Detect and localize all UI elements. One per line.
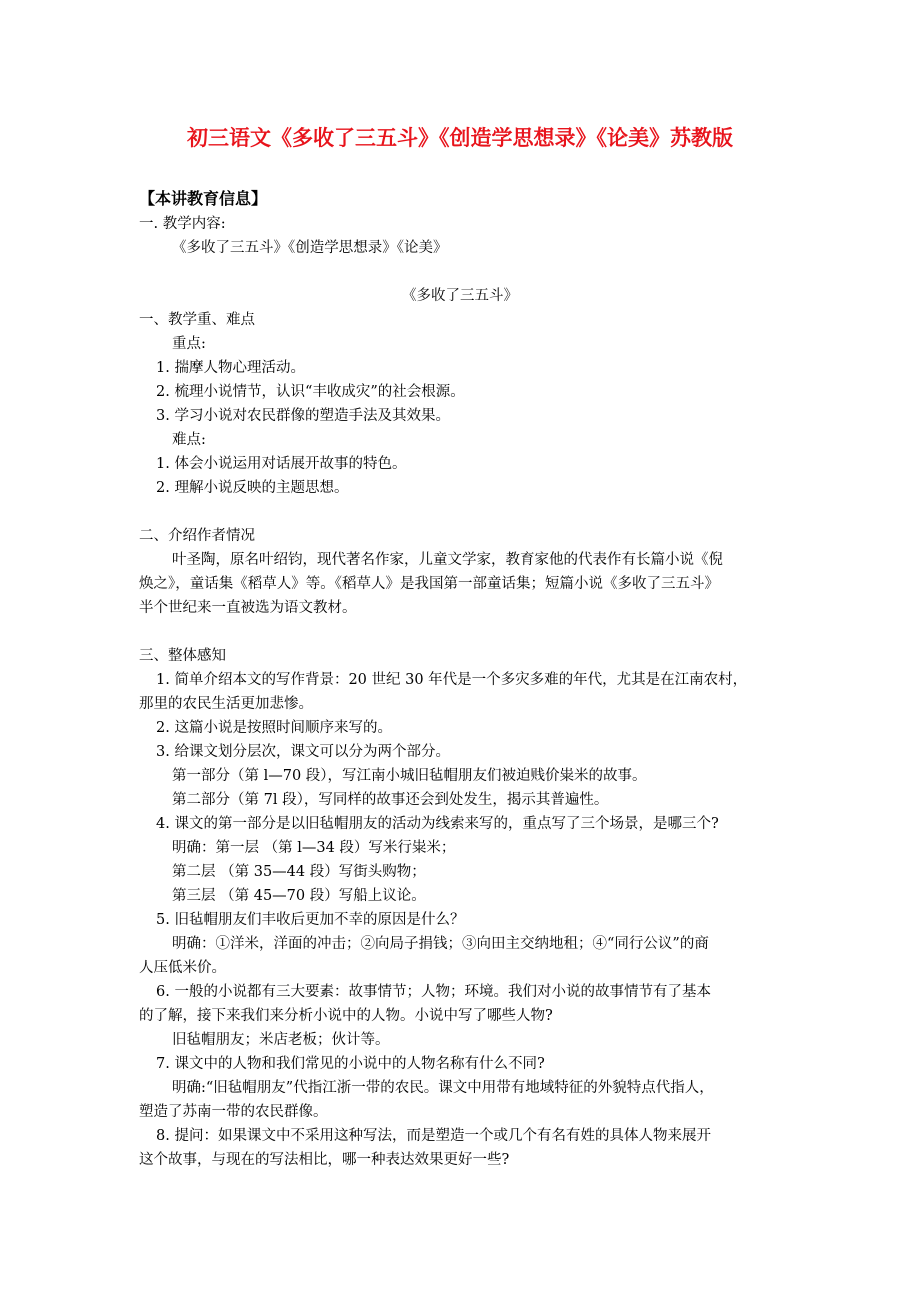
difficult-points-label: 难点: <box>172 432 206 448</box>
paragraph-line: 塑造了苏南一带的农民群像。 <box>139 1104 328 1120</box>
document-title: 初三语文《多收了三五斗》《创造学思想录》《论美》苏教版 <box>187 126 733 150</box>
paragraph-line: 4. 课文的第一部分是以旧毡帽朋友的活动为线索来写的，重点写了三个场景，是哪三个? <box>156 816 719 832</box>
key-point-item: 3. 学习小说对农民群像的塑造手法及其效果。 <box>156 408 450 424</box>
paragraph-line: 第二层 （第 35—44 段）写街头购物； <box>172 864 426 880</box>
paragraph-line: 明确：第一层 （第 l—34 段）写米行粜米； <box>172 840 456 856</box>
difficult-point-item: 2. 理解小说反映的主题思想。 <box>156 480 349 496</box>
paragraph-line: 半个世纪来一直被选为语文教材。 <box>139 600 357 616</box>
paragraph-line: 的了解，接下来我们来分析小说中的人物。小说中写了哪些人物? <box>139 1008 553 1024</box>
part2-heading: 二、介绍作者情况 <box>139 528 255 544</box>
section-heading: 【本讲教育信息】 <box>139 189 268 208</box>
paragraph-line: 第一部分（第 l—70 段），写江南小城旧毡帽朋友们被迫贱价粜米的故事。 <box>172 768 647 784</box>
part1-heading: 一、教学重、难点 <box>139 312 255 328</box>
paragraph-line: 7. 课文中的人物和我们常见的小说中的人物名称有什么不同? <box>156 1056 545 1072</box>
paragraph-line: 叶圣陶，原名叶绍钧，现代著名作家，儿童文学家，教育家他的代表作有长篇小说《倪 <box>172 552 723 568</box>
difficult-point-item: 1. 体会小说运用对话展开故事的特色。 <box>156 456 407 472</box>
part3-heading: 三、整体感知 <box>139 648 226 664</box>
paragraph-line: 明确:“旧毡帽朋友”代指江浙一带的农民。课文中用带有地域特征的外貌特点代指人， <box>172 1080 714 1096</box>
paragraph-line: 2. 这篇小说是按照时间顺序来写的。 <box>156 720 392 736</box>
teaching-label: 一. 教学内容: <box>139 216 226 232</box>
key-point-item: 2. 梳理小说情节，认识“丰收成灾”的社会根源。 <box>156 384 465 400</box>
paragraph-line: 明确：①洋米，洋面的冲击；②向局子捐钱；③向田主交纳地租；④“同行公议”的商 <box>172 936 709 952</box>
key-point-item: 1. 揣摩人物心理活动。 <box>156 360 305 376</box>
paragraph-line: 焕之》，童话集《稻草人》等。《稻草人》是我国第一部童话集；短篇小说《多收了三五斗》 <box>139 576 719 592</box>
paragraph-line: 5. 旧毡帽朋友们丰收后更加不幸的原因是什么？ <box>156 912 465 928</box>
article-title: 《多收了三五斗》 <box>402 288 518 304</box>
paragraph-line: 8. 提问：如果课文中不采用这种写法，而是塑造一个或几个有名有姓的具体人物来展开 <box>156 1128 711 1144</box>
paragraph-line: 第三层 （第 45—70 段）写船上议论。 <box>172 888 426 904</box>
paragraph-line: 那里的农民生活更加悲惨。 <box>139 696 313 712</box>
paragraph-line: 旧毡帽朋友；米店老板；伙计等。 <box>172 1032 390 1048</box>
paragraph-line: 第二部分（第 7l 段），写同样的故事还会到处发生，揭示其普遍性。 <box>172 792 609 808</box>
paragraph-line: 人压低米价。 <box>139 960 226 976</box>
paragraph-line: 1. 简单介绍本文的写作背景：20 世纪 30 年代是一个多灾多难的年代，尤其是在江南农村， <box>156 672 748 688</box>
paragraph-line: 这个故事，与现在的写法相比，哪一种表达效果更好一些? <box>139 1152 510 1168</box>
paragraph-line: 6. 一般的小说都有三大要素：故事情节；人物；环境。我们对小说的故事情节有了基本 <box>156 984 711 1000</box>
paragraph-line: 3. 给课文划分层次，课文可以分为两个部分。 <box>156 744 450 760</box>
teaching-content: 《多收了三五斗》《创造学思想录》《论美》 <box>172 240 448 256</box>
key-points-label: 重点: <box>172 336 206 352</box>
